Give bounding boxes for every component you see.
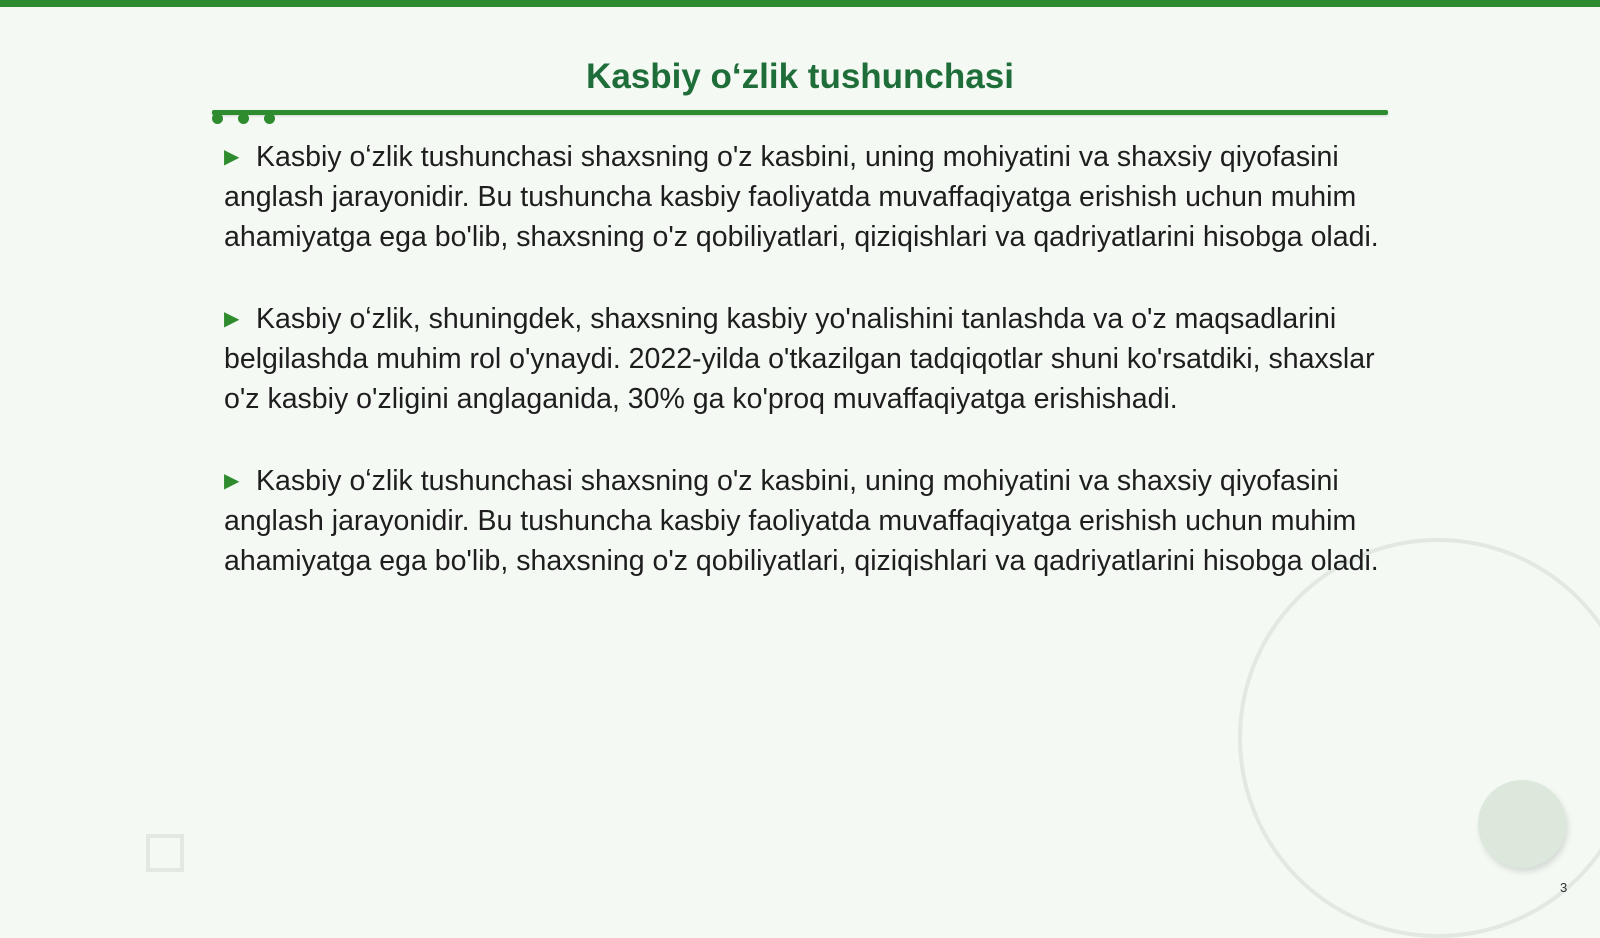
slide-title: Kasbiy oʻzlik tushunchasi [586, 57, 1014, 96]
bullet-list [224, 137, 1384, 623]
bullet-text: Kasbiy oʻzlik, shuningdek, shaxsning kasbiy yo'nalishini tanlashda va o'z maqsadlarini belgilashda muhim rol o'ynaydi. 2022-yilda o'tkazilgan tadqiqotlar shuni ko'rsatdiki, shaxslar o'z kasbiy o'zligini anglaganida, 30% ga ko'proq muvaffaqiyatga erishishadi. [224, 303, 1375, 415]
decorative-square [146, 834, 184, 872]
bullet-item [224, 299, 1384, 419]
triangle-right-icon: ▶ [224, 146, 240, 168]
bullet-item [224, 137, 1384, 257]
bullet-text: Kasbiy oʻzlik tushunchasi shaxsning o'z kasbini, uning mohiyatini va shaxsiy qiyofasini anglash jarayonidir. Bu tushuncha kasbiy faoliyatda muvaffaqiyatga erishish uchun muhim ahamiyatga ega bo'lib, shaxsning o'z qobiliyatlari, qiziqishlari va qadriyatlarini hisobga oladi. [224, 141, 1379, 253]
triangle-right-icon: ▶ [224, 470, 240, 492]
top-accent-bar [0, 0, 1600, 7]
title-underline [212, 110, 1388, 115]
bullet-text: Kasbiy oʻzlik tushunchasi shaxsning o'z kasbini, uning mohiyatini va shaxsiy qiyofasini anglash jarayonidir. Bu tushuncha kasbiy faoliyatda muvaffaqiyatga erishish uchun muhim ahamiyatga ega bo'lib, shaxsning o'z qobiliyatlari, qiziqishlari va qadriyatlarini hisobga oladi. [224, 465, 1379, 577]
page-number: 3 [1560, 880, 1568, 895]
decorative-dot [264, 113, 275, 124]
decorative-dot [238, 113, 249, 124]
bullet-item [224, 461, 1384, 581]
triangle-right-icon: ▶ [224, 308, 240, 330]
decorative-circle-filled [1478, 780, 1566, 868]
decorative-dot [212, 113, 223, 124]
